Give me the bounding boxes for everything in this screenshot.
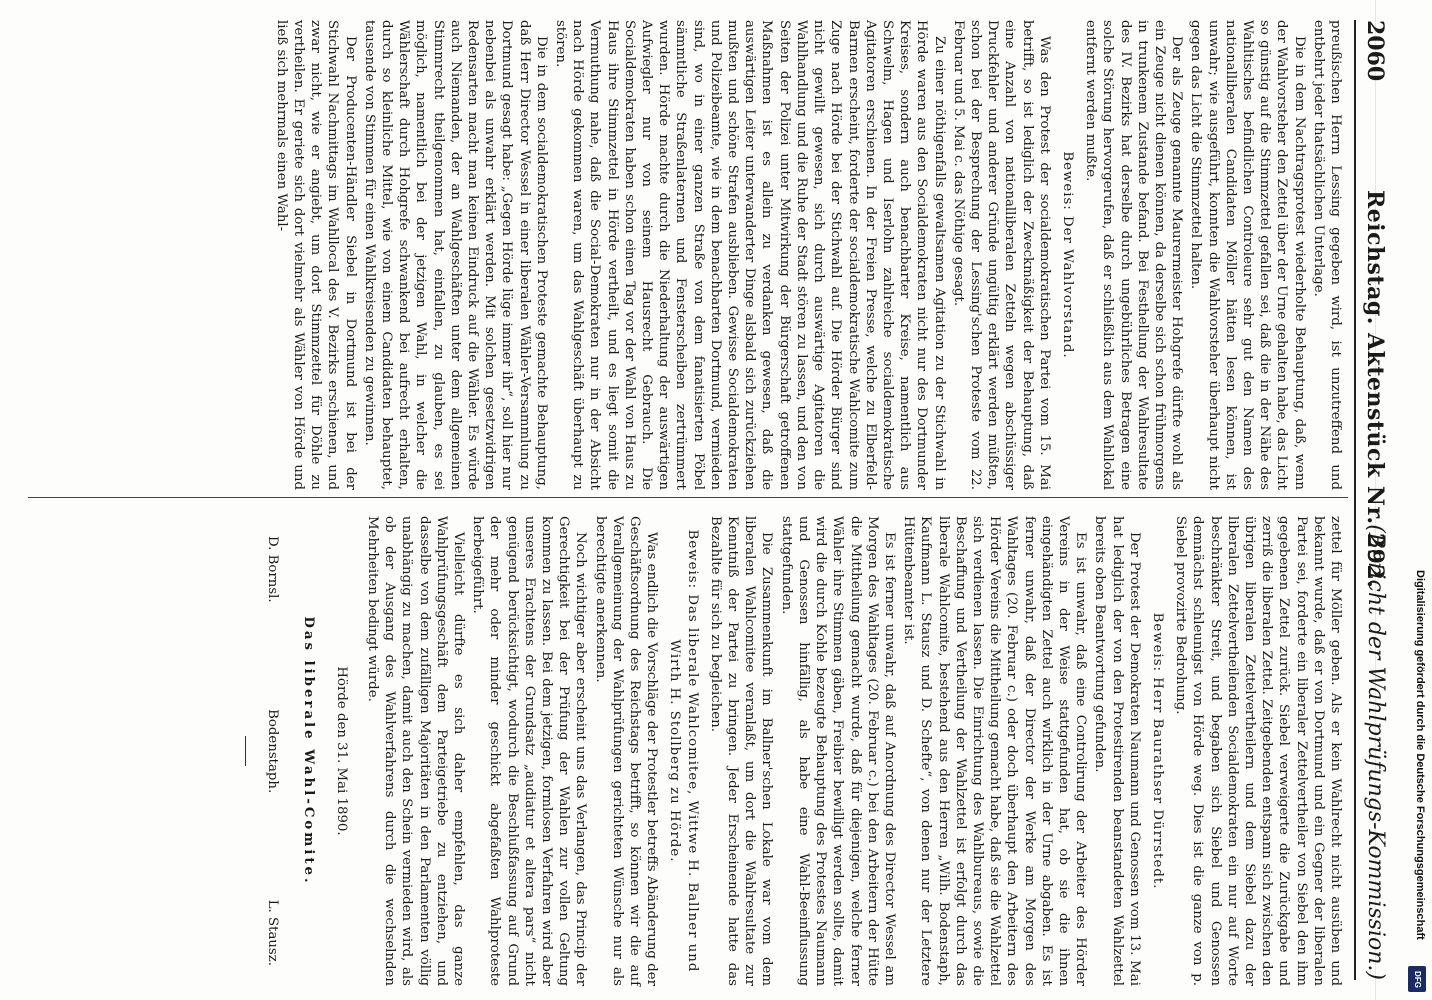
paragraph: Was endlich die Vorschläge der Protestler betreffs Abänderung der Geschäftsordnung des Reichstags betrifft, so können wir die auf Verallgemeinung der Wahlprüfungen gerichteten Wünsche nur als berechtigte anerkennen. (592, 516, 660, 986)
paragraph: Es ist ferner unwahr, daß auf Anordnung des Director Wessel am Morgen des Wahltages (20. Februar c.) bei den Arbeitern der Hütte die Mittheilung gemacht wurde, daß für diejenigen, welche ferner Wähler ihre Stimmen gäben, Freibier bewilligt werden sollte, damit wird die durch Kohle bezeugte Behauptung des Protestes Naumann und Genossen hinfällig, als habe eine Wahl-Beeinflussung stattgefunden. (778, 516, 897, 986)
dfg-logo (1408, 966, 1426, 992)
paragraph: Noch wichtiger aber erscheint uns das Verlangen, das Princip der Gerechtigkeit bei der Prüfung der Wahlen zur vollen Geltung kommen zu lassen. Bei dem jetzigen, formlosen Verfahren wird aber unseres Erachtens der Grundsatz „audiatur et altera pars“ nicht genügend berücksichtigt, wodurch die Beschlußfassung auf Grund der mehr oder minder geschickt abgefaßten Wahlproteste herbeigeführt. (470, 516, 589, 986)
paragraph: preußischen Herrn Lessing gegeben wird, ist unzutreffend und entbehrt jeder thatsächlichen Unterlage. (1310, 20, 1343, 490)
paragraph: Die in dem Nachtragsprotest wiederholte Behauptung, daß, wenn der Wahlvorsteher den Zettel über der Urne gehalten habe, das Licht so günstig auf die Stimmzettel gefallen sei, daß die in der Nähe des Wahltisches befindlichen Controleure sehr gut den Namen des nationalliberalen Candidaten Möller hätten lesen können, ist unwahr; wie ausgeführt, konnten die Wahlvorsteher überhaupt nicht gegen das Licht die Stimmzettel halten. (1188, 20, 1307, 490)
signature-date: Hörde den 31. Mai 1890. (333, 666, 349, 836)
paragraph: zettel für Möller geben. Als er kein Wahlrecht nicht ausüben und bekannt wurde, daß er von Dortmund und ein Gegner der liberalen Partei sei, forderte ein liberaler Zettelvertheiler von Siebel den ihm gegebenen Zettel zurück. Siebel verweigerte die Zurückgabe und zerriß die liberalen Zettel. Zeitgebenden entspann sich zwischen den übrigen liberalen Zettelvertheilern und dem Siebel dazu der liberalen Zettelvertheilenden Socialdemokraten ein nur auf Worte beschränkter Streit, und begaben sich Siebel und Genossen demnächst schleunigst von Hörde weg. Dies ist die ganze von p. Siebel provozirte Bedrohung. (1173, 516, 1343, 986)
page-number: 2060 (1362, 20, 1388, 82)
page-subtitle: (Bericht der Wahlprüfungs-Kommission.) (1363, 524, 1388, 980)
paragraph: Es ist unwahr, daß eine Controlirung der Arbeiter des Hörder Vereins in der Weise stattgefunden hat, ob sie die ihnen eingehändigten Zettel auch wirklich in der Urne abgaben. Es ist ferner unwahr, daß der Director der Werke am Morgen des Wahltages (20. Februar c.) oder doch überhaupt den Arbeitern des Hörder Vereins die Mittheilung gemacht habe, daß sie die Wahlzettel sich verdienen lassen. Die Einrichtung des Wahlbureaus, sowie die Beschaffung und Vertheilung der Wahlzettel ist erfolgt durch das liberale Wahlcomite, bestehend aus den Herren „Wilh. Bodenstaph, Kaufmann L. Stausz und D. Schefte“, von denen nur der Letztere Hüttenbeamter ist. (901, 516, 1089, 986)
signer: D. Bornsl. (265, 536, 281, 603)
signer: L. Stausz. (265, 899, 281, 966)
paragraph: Was den Protest der socialdemokratischen Partei vom 15. Mai betrifft, so ist lediglich der Zweckmäßigkeit der Behauptung, daß eine Anzahl von nationalliberalen Zetteln wegen abschüssiger Druckfehler und anderer Gründe ungültig erklärt werden müßten, schon bei der Besprechung der Lessing'schen Proteste vom 22. Februar und 5. Mai c. das Nöthige gesagt. (950, 20, 1052, 490)
right-column (245, 516, 1344, 986)
evidence-line: Beweis: Herr Baurathser Dürrstedt. (1149, 612, 1165, 890)
evidence-line: Beweis: Das liberale Wahlcomitee, Wittwe H. Ballner und Wirth H. Stollberg zu Hörde. (667, 529, 700, 973)
signer: Bodenstaph. (265, 709, 281, 794)
paragraph: Der Producenten-Händler Siebel in Dortmund ist bei der Stichwahl Nachmittags im Wahllocal des V. Bezirks erschienen, und zwar nicht, wie er angiebt, um dort Stimmzettel für Döhle zu vertheilen. Er geriete sich dort vielmehr als Wähler von Hörde und ließ sich mehrmals einen Wahl- (273, 20, 358, 490)
paragraph: Vielleicht dürfte es sich daher empfehlen, das ganze Wahlprüfungsgeschäft dem Parteigetriebe zu entziehen, und dasselbe von dem zufälligen Majoritäten in den Parlamenten völlig unabhängig zu machen, damit auch den Schein vermieden wird, als ob der Ausgang des Wahlverfahrens durch die wechselnden Mehrheiten bedingt würde. (365, 516, 467, 986)
header-rule (1354, 20, 1356, 980)
digitization-banner (1404, 0, 1432, 1000)
digitization-note: Digitalisierung gefördert durch die Deutsche Forschungsgemeinschaft (1414, 570, 1426, 940)
paragraph: Zu einer nöthigenfalls gewaltsamen Agitation zu der Stichwahl in Hörde waren aus den Socialdemokraten nicht nur des Dortmunder Kreises, sondern auch benachbarter Kreise, namentlich aus Schwelm, Hagen und Iserlohn zahlreiche socialdemokratische Agitatoren erschienen. In der Freien Presse, welche zu Elberfeld-Barmen erscheint, forderte der socialdemokratische Wahlcomite zum Zuge nach Hörde bei der Stichwahl auf. Die Hörder Bürger sind nicht gewillt gewesen, sich durch auswärtige Agitatoren die Wahlhandlung und die Ruhe der Stadt stören zu lassen, und den von Seiten der Polizei unter Mitwirkung der Bürgerschaft getroffenen Maßnahmen ist es allein zu verdanken gewesen, daß die auswärtigen Leiter unterwanderter Dinge alsbald sich zurückziehen mußten und schöne Strafen ausblieben. Gewisse Socialdemokraten und Polizeibeamte, wie in dem benachbarten Dortmund, vermieden sind, wo in einer ganzen Straße von dem fanatisierten Pöbel sämmtliche Straßenlaternen und Fensterscheiben zertrümmert wurden. Hörde machte durch die Niederhaltung der auswärtigen Aufwiegler nur von seinem Hausrecht Gebrauch. Die Socialdemokraten haben schon einen Tag vor der Wahl von Haus zu Haus ihre Stimmzettel in Hörde vertheilt, und es liegt somit die Vermuthung nahe, daß die Social-Demokraten nur in der Absicht nach Hörde gekommen waren, um das Wahlgeschäft überhaupt zu stören. (553, 20, 947, 490)
left-column (271, 20, 1344, 490)
paragraph: Die Zusammenkunft im Ballner'schen Lokale war vom dem liberalen Wahlcomitee veranlaßt, um dort die Wahlresultate zur Kenntniß der Partei zu bringen. Jeder Erscheinende hatte das Bezahlte für sich zu begleichen. (707, 516, 775, 986)
page-title: Reichstag. Aktenstück Nr. 292. (1362, 190, 1388, 589)
dfg-logo-text: DFG (1412, 970, 1422, 988)
paragraph: Die in dem socialdemokratischen Proteste gemachte Behauptung, daß Herr Director Wessel in einer liberalen Wähler-Versammlung zu Dortmund gesagt habe: „Gegen Hörde lüge immer ihr“, soll hier nur nebenbei als unwahr erklärt werden. Mit solchen gesetzwidrigen Redensarten macht man keinen Eindruck auf die Wähler. Es würde auch Niemanden, der an Wahlgeschäften unter dem allgemeinen Stimmrecht theilgenommen hat, einfallen, zu glauben, es sei möglich, namentlich bei der jetzigen Wahl, in welcher die Wählerschaft durch Hohgrefe schwankend bei aufrecht erhalten, durch so kleinliche Mittel, wie von einem Candidaten behauptet, tausende von Stimmen für einen Wahlkreisenden zu gewinnen. (361, 20, 549, 490)
signature-organization: Das liberale Wahl-Comite. (300, 616, 316, 886)
page-header (1350, 20, 1390, 980)
paragraph: Der Protest der Demokraten Naumann und Genossen vom 13. Mai hat lediglich der von den Protestirenden beanstandeten Wahlzettel bereits oben Beantwortung gefunden. (1092, 516, 1142, 986)
signatories (264, 516, 281, 986)
column-rule (28, 497, 1348, 498)
closing-dash (245, 736, 246, 766)
paragraph: Der als Zeuge genannte Maurermeister Hohgrefe dürfte wohl als ein Zeuge nicht dienen können, da derselbe sich schon frühmorgens in trunkenem Zustande befand. Bei Festhellung der Wahlresultate des IV. Bezirks hat derselbe durch ungebührliches Betragen eine solche Störung hervorgerufen, daß er schließlich aus dem Wahllokal entfernt werden mußte. (1083, 20, 1185, 490)
evidence-line: Beweis: Der Wahlvorstand. (1059, 151, 1075, 359)
